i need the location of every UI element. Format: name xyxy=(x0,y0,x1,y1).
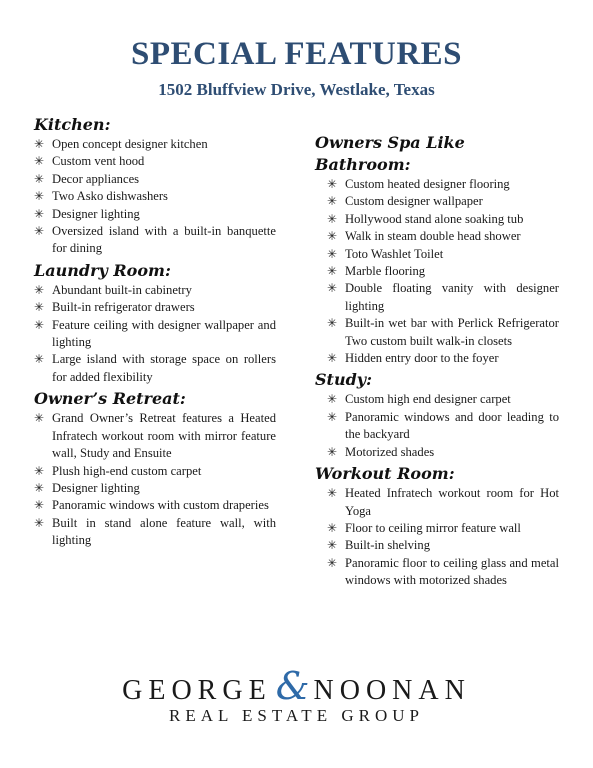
list-item: ✳ Built in stand alone feature wall, with lighting xyxy=(34,515,276,548)
asterisk-bullet-icon: ✳ xyxy=(34,206,45,221)
asterisk-bullet-icon: ✳ xyxy=(327,264,338,279)
asterisk-bullet-icon: ✳ xyxy=(327,177,338,191)
asterisk-bullet-icon: ✳ xyxy=(34,515,45,530)
list-item: ✳ Toto Washlet Toilet xyxy=(327,246,559,263)
asterisk-bullet-icon: ✳ xyxy=(34,352,45,367)
list-item: ✳ Plush high-end custom carpet xyxy=(34,463,276,480)
asterisk-bullet-icon: ✳ xyxy=(327,246,338,261)
list-item: ✳ Feature ceiling with designer wallpaper and lighting xyxy=(34,317,276,350)
list-item: ✳ Two Asko dishwashers xyxy=(34,188,276,205)
asterisk-bullet-icon: ✳ xyxy=(327,555,338,570)
list-item: ✳ Custom high end designer carpet xyxy=(327,391,559,408)
page-title: SPECIAL FEATURES xyxy=(130,36,463,72)
section-heading-study: Study: xyxy=(315,370,372,390)
asterisk-bullet-icon: ✳ xyxy=(34,282,45,297)
section-heading-kitchen: Kitchen: xyxy=(34,115,111,134)
asterisk-bullet-icon: ✳ xyxy=(327,520,338,535)
list-item: ✳ Built-in wet bar with Perlick Refrigerator Two custom built walk-in closets xyxy=(327,316,559,348)
list-item: ✳ Large island with storage space on rollers for added flexibility xyxy=(34,352,276,384)
study-list xyxy=(327,391,559,461)
asterisk-bullet-icon: ✳ xyxy=(34,154,45,169)
asterisk-bullet-icon: ✳ xyxy=(34,480,45,495)
asterisk-bullet-icon: ✳ xyxy=(34,300,45,315)
section-heading-laundry-room: Laundry Room: xyxy=(34,260,171,280)
asterisk-bullet-icon: ✳ xyxy=(327,444,338,459)
list-item: ✳ Designer lighting xyxy=(34,480,276,497)
ampersand-logo-mark: & xyxy=(275,664,310,708)
list-item: ✳ Floor to ceiling mirror feature wall xyxy=(327,520,559,537)
asterisk-bullet-icon: ✳ xyxy=(327,281,338,296)
owners-retreat-list xyxy=(34,410,276,549)
right-column xyxy=(315,132,559,592)
brand-name-left: GEORGE xyxy=(122,675,272,706)
list-item: ✳ Hidden entry door to the foyer xyxy=(327,350,559,367)
list-item: ✳ Built-in shelving xyxy=(327,537,559,554)
asterisk-bullet-icon: ✳ xyxy=(34,317,45,332)
list-item: ✳ Custom designer wallpaper xyxy=(327,193,559,210)
list-item: ✳ Decor appliances xyxy=(34,171,276,188)
list-item: ✳ Walk in steam double head shower xyxy=(327,228,559,245)
brand-logo xyxy=(0,664,593,708)
asterisk-bullet-icon: ✳ xyxy=(34,171,45,186)
brand-tagline: REAL ESTATE GROUP xyxy=(169,706,424,725)
list-item: ✳ Custom vent hood xyxy=(34,153,276,170)
workout-room-list xyxy=(327,485,559,589)
list-item: ✳ Motorized shades xyxy=(327,444,559,461)
asterisk-bullet-icon: ✳ xyxy=(327,316,338,331)
list-item: ✳ Grand Owner’s Retreat features a Heated Infratech workout room with mirror feature wall, Study and Ensuite xyxy=(34,411,276,461)
left-column xyxy=(34,114,276,552)
list-item: ✳ Open concept designer kitchen xyxy=(34,136,276,153)
asterisk-bullet-icon: ✳ xyxy=(327,486,338,501)
list-item: ✳ Designer lighting xyxy=(34,206,276,223)
asterisk-bullet-icon: ✳ xyxy=(327,392,338,407)
list-item: ✳ Custom heated designer flooring xyxy=(327,176,559,193)
list-item: ✳ Panoramic floor to ceiling glass and metal windows with motorized shades xyxy=(327,555,559,588)
list-item: ✳ Oversized island with a built-in banquette for dining xyxy=(34,224,276,256)
list-item: ✳ Panoramic windows and door leading to the backyard xyxy=(327,409,559,442)
asterisk-bullet-icon: ✳ xyxy=(34,137,45,151)
section-heading-owners-spa-bathroom: Owners Spa Like Bathroom: xyxy=(315,133,465,174)
list-item: ✳ Panoramic windows with custom draperies xyxy=(34,497,276,514)
asterisk-bullet-icon: ✳ xyxy=(327,194,338,209)
property-address: 1502 Bluffview Drive, Westlake, Texas xyxy=(158,80,435,99)
brand-name-right: NOONAN xyxy=(313,675,471,706)
section-heading-owners-retreat: Owner’s Retreat: xyxy=(34,389,186,409)
bathroom-list xyxy=(327,176,559,367)
laundry-room-list xyxy=(34,282,276,386)
asterisk-bullet-icon: ✳ xyxy=(34,189,45,204)
list-item: ✳ Marble flooring xyxy=(327,263,559,280)
asterisk-bullet-icon: ✳ xyxy=(34,411,45,426)
list-item: ✳ Double floating vanity with designer lighting xyxy=(327,281,559,313)
section-heading-workout-room: Workout Room: xyxy=(315,464,455,484)
asterisk-bullet-icon: ✳ xyxy=(327,229,338,244)
list-item: ✳ Built-in refrigerator drawers xyxy=(34,299,276,316)
asterisk-bullet-icon: ✳ xyxy=(34,224,45,239)
kitchen-list xyxy=(34,136,276,258)
list-item: ✳ Heated Infratech workout room for Hot Yoga xyxy=(327,486,559,518)
asterisk-bullet-icon: ✳ xyxy=(327,351,338,366)
asterisk-bullet-icon: ✳ xyxy=(34,463,45,478)
asterisk-bullet-icon: ✳ xyxy=(34,498,45,513)
asterisk-bullet-icon: ✳ xyxy=(327,409,338,424)
asterisk-bullet-icon: ✳ xyxy=(327,538,338,553)
asterisk-bullet-icon: ✳ xyxy=(327,211,338,226)
list-item: ✳ Abundant built-in cabinetry xyxy=(34,282,276,299)
list-item: ✳ Hollywood stand alone soaking tub xyxy=(327,211,559,228)
